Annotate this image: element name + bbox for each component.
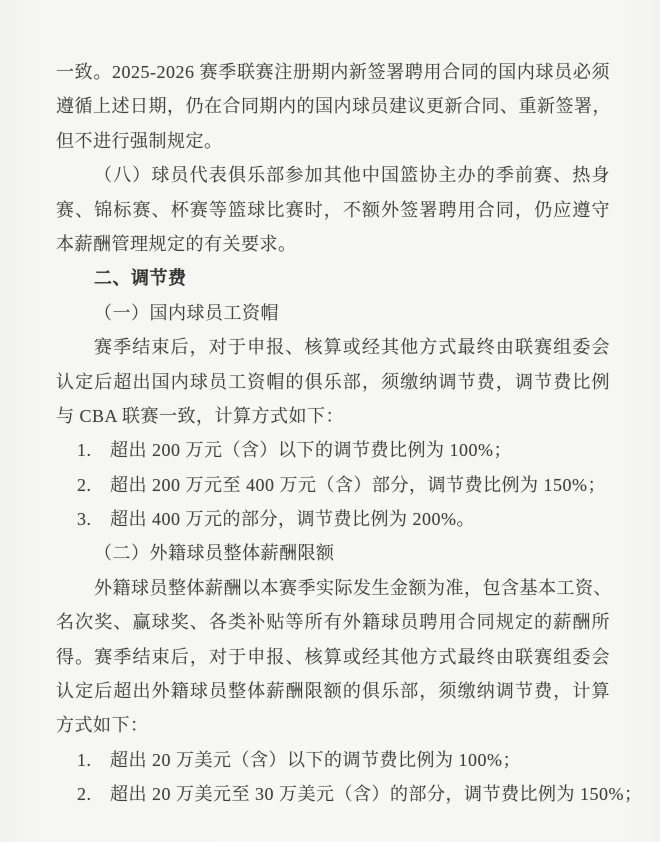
doc-line: 赛、锦标赛、杯赛等篮球比赛时，不额外签署聘用合同，仍应遵守 [56, 199, 610, 220]
list-item: 2. 超出 20 万美元至 30 万美元（含）的部分，调节费比例为 150%； [77, 784, 643, 805]
list-item: 1. 超出 20 万美元（含）以下的调节费比例为 100%； [77, 749, 521, 770]
doc-line: 但不进行强制规定。 [56, 130, 223, 151]
subsection-heading: （一）国内球员工资帽 [94, 302, 279, 323]
doc-line: 名次奖、赢球奖、各类补贴等所有外籍球员聘用合同规定的薪酬所 [56, 612, 610, 633]
doc-line: 认定后超出外籍球员整体薪酬限额的俱乐部，须缴纳调节费，计算 [56, 681, 610, 702]
doc-line: 认定后超出国内球员工资帽的俱乐部，须缴纳调节费，调节费比例 [56, 371, 610, 392]
list-item: 3. 超出 400 万元的部分，调节费比例为 200%。 [77, 509, 475, 530]
doc-line: 方式如下： [56, 715, 149, 736]
doc-line: 本薪酬管理规定的有关要求。 [56, 233, 297, 254]
doc-line: 遵循上述日期，仍在合同期内的国内球员建议更新合同、重新签署， [56, 96, 611, 117]
list-item: 1. 超出 200 万元（含）以下的调节费比例为 100%； [77, 440, 512, 461]
list-item: 2. 超出 200 万元至 400 万元（含）部分，调节费比例为 150%； [77, 474, 606, 495]
subsection-heading: （二）外籍球员整体薪酬限额 [94, 543, 335, 564]
doc-line: 外籍球员整体薪酬以本赛季实际发生金额为准，包含基本工资、 [94, 577, 612, 598]
doc-line: 得。赛季结束后，对于申报、核算或经其他方式最终由联赛组委会 [56, 646, 610, 667]
doc-line: （八）球员代表俱乐部参加其他中国篮协主办的季前赛、热身 [94, 165, 610, 186]
doc-line: 赛季结束后，对于申报、核算或经其他方式最终由联赛组委会 [94, 337, 610, 358]
doc-line: 一致。2025-2026 赛季联赛注册期内新签署聘用合同的国内球员必须 [56, 62, 610, 82]
doc-line: 与 CBA 联赛一致，计算方式如下： [56, 405, 345, 426]
section-heading: 二、调节费 [94, 268, 187, 289]
